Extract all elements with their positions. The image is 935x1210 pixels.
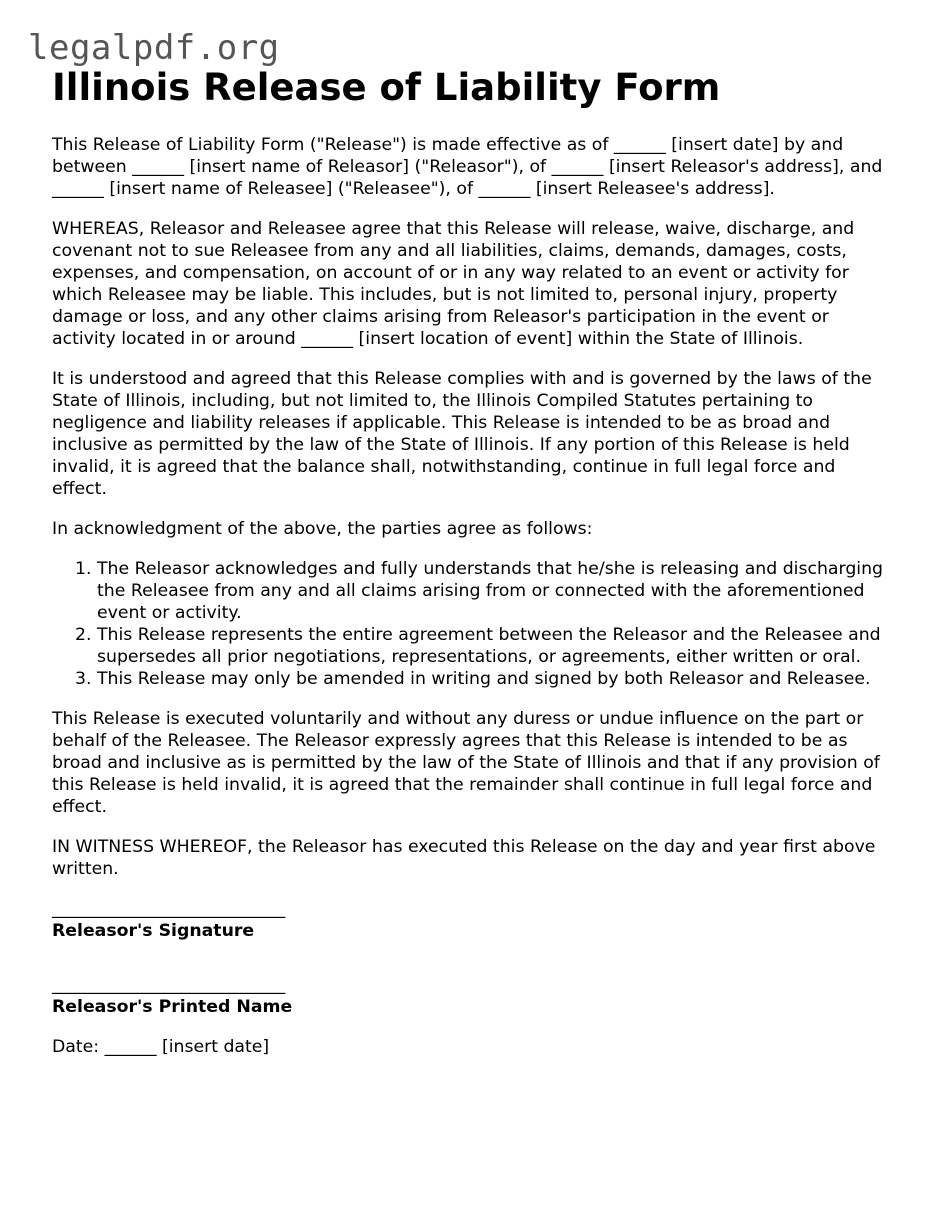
voluntary-execution-paragraph: This Release is executed voluntarily and without any duress or undue influence on the part or behalf of the Releasee. The Releasor expressly agrees that this Release is intended to be as broad and inclusive as is permitted by the law of the State of Illinois and that if any provision of this Release is held invalid, it is agreed that the remainder shall continue in full legal force and effect. xyxy=(52,709,880,817)
terms-list xyxy=(52,558,892,690)
document-body xyxy=(52,66,892,1058)
printed-name-label: Releasor's Printed Name xyxy=(52,997,293,1017)
site-watermark: legalpdf.org xyxy=(28,28,280,68)
date-line: Date: ______ [insert date] xyxy=(52,1037,270,1057)
acknowledgment-paragraph: In acknowledgment of the above, the parties agree as follows: xyxy=(52,519,593,539)
term-item: 3. This Release may only be amended in writing and signed by both Releasor and Releasee. xyxy=(97,668,892,690)
intro-paragraph: This Release of Liability Form ("Release") is made effective as of ______ [insert date] by and between ______ [insert name of Releasor] ("Releasor"), of ______ [insert Releasor's address], and ______ [insert name of Releasee] ("Releasee"), of ______ [insert Releasee's address]. xyxy=(52,135,883,199)
term-item: 2. This Release represents the entire agreement between the Releasor and the Releasee and supersedes all prior negotiations, representations, or agreements, either written or oral. xyxy=(97,624,892,668)
whereas-paragraph: WHEREAS, Releasor and Releasee agree that this Release will release, waive, discharge, and covenant not to sue Releasee from any and all liabilities, claims, demands, damages, costs, expenses, and compensation, on account of or in any way related to an event or activity for which Releasee may be liable. This includes, but is not limited to, personal injury, property damage or loss, and any other claims arising from Releasor's participation in the event or activity located in or around ______ [insert location of event] within the State of Illinois. xyxy=(52,219,855,349)
witness-paragraph: IN WITNESS WHEREOF, the Releasor has executed this Release on the day and year first above written. xyxy=(52,837,876,879)
printed-name-line: ___________________________ xyxy=(52,975,286,995)
signature-line: ___________________________ xyxy=(52,899,286,919)
governing-law-paragraph: It is understood and agreed that this Release complies with and is governed by the laws of the State of Illinois, including, but not limited to, the Illinois Compiled Statutes pertaining to negligence and liability releases if applicable. This Release is intended to be as broad and inclusive as permitted by the law of the State of Illinois. If any portion of this Release is held invalid, it is agreed that the balance shall, notwithstanding, continue in full legal force and effect. xyxy=(52,369,872,499)
document-title: Illinois Release of Liability Form xyxy=(52,66,721,109)
term-item: 1. The Releasor acknowledges and fully understands that he/she is releasing and discharging the Releasee from any and all claims arising from or connected with the aforementioned event or activity. xyxy=(97,558,892,624)
signature-label: Releasor's Signature xyxy=(52,921,255,941)
